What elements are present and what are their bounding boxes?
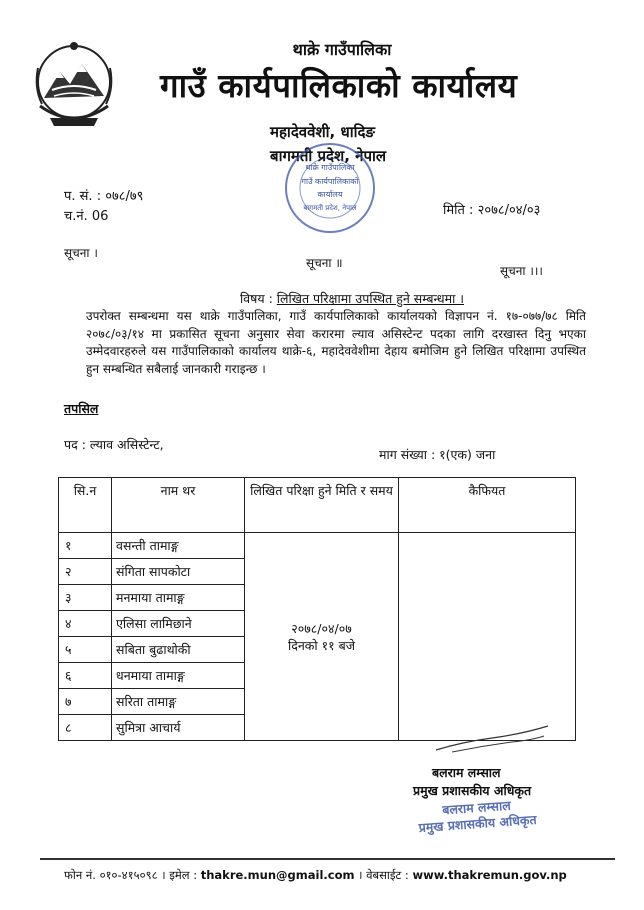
header-remarks: कैफियत [399, 478, 576, 533]
footer-web-label: । वेबसाईट : [358, 868, 409, 882]
row-name: संगिता सापकोटा [112, 559, 245, 585]
footer-contact [64, 868, 567, 883]
row-sn: ६ [59, 663, 112, 689]
signatory-name: बलराम लम्साल [432, 765, 501, 780]
candidate-table [58, 477, 576, 741]
footer-email-label: इमेल : [169, 868, 198, 882]
document-date: मिति : २०७८/०४/०३ [443, 203, 541, 218]
stamp-line: गाउँ कार्यपालिकाको [301, 177, 359, 186]
stamp-name: बलराम लम्साल [441, 797, 512, 818]
demand-count: माग संख्या : १(एक) जना [379, 447, 496, 462]
signatory-title: प्रमुख प्रशासकीय अधिकृत [413, 783, 532, 798]
row-name: सुमित्रा आचार्य [112, 715, 245, 741]
address-line-2: बागमती प्रदेश, नेपाल [270, 147, 387, 165]
details-heading: तपसिल [64, 401, 99, 416]
row-name: मनमाया तामाङ्ग [112, 585, 245, 611]
row-name: वसन्ती तामाङ्ग [112, 533, 245, 559]
footer-divider [40, 858, 615, 860]
row-sn: २ [59, 559, 112, 585]
row-name: धनमाया तामाङ्ग [112, 663, 245, 689]
signatory-stamp [417, 796, 537, 836]
exam-time: दिनको ११ बजे [287, 637, 355, 653]
stamp-line: कार्यालय [317, 190, 343, 199]
footer-email[interactable]: thakre.mun@gmail.com [200, 868, 355, 882]
row-sn: ५ [59, 637, 112, 663]
row-sn: ४ [59, 611, 112, 637]
office-stamp [282, 140, 378, 236]
office-title: गाउँ कार्यपालिकाको कार्यालय [160, 66, 518, 105]
row-sn: ३ [59, 585, 112, 611]
signature-scribble [432, 720, 552, 760]
footer-website[interactable]: www.thakremun.gov.np [412, 868, 567, 882]
row-sn: ७ [59, 689, 112, 715]
dispatch-number: च.नं. 06 [64, 209, 109, 224]
notice-label-2: सूचना ॥ [306, 256, 343, 270]
row-sn: ८ [59, 715, 112, 741]
header-name: नाम थर [112, 478, 245, 533]
subject-prefix: विषय : [239, 291, 277, 306]
header-sn: सि.न [59, 478, 112, 533]
row-sn: १ [59, 533, 112, 559]
subject-line [0, 290, 644, 307]
exam-date: २०७८/०४/०७ [291, 620, 352, 636]
remarks-cell [399, 533, 576, 741]
subject-text: लिखित परिक्षामा उपस्थित हुने सम्बन्धमा । [276, 291, 465, 306]
stamp-line: बागमती प्रदेश, नेपाल [303, 204, 357, 212]
row-name: सरिता तामाङ्ग [112, 689, 245, 715]
exam-datetime-cell [245, 533, 399, 741]
notice-body: उपरोक्त सम्बन्धमा यस थाक्रे गाउँपालिका, गाउँ कार्यपालिकाको कार्यालयको विज्ञापन नं. १७-०७७/७८ मिति २०७८/०३/१४ मा प्रकासित सूचना अनुसार सेवा करारमा ल्याव असिस्टेन्ट पदका लागि दरखास्त दिनु भएका उम्मेदवारहरुले यस गाउँपालिकाको कार्यालय थाक्रे-६, महादेववेशीमा देहाय बमोजिम हुने लिखित परिक्षामा उपस्थित हुन सम्बन्धित सबैलाई जानकारी गराइन्छ । [86, 309, 586, 376]
municipality-name: थाक्रे गाउँपालिका [292, 40, 392, 59]
header-exam-datetime: लिखित परिक्षा हुने मिति र समय [245, 478, 399, 533]
row-name: एलिसा लामिछाने [112, 611, 245, 637]
notice-label-1: सूचना । [64, 246, 98, 260]
stamp-line: थाक्रे गाउँपालिका [305, 163, 355, 172]
address-line-1: महादेववेशी, धादिङ [270, 123, 375, 141]
stamp-title: प्रमुख प्रशासकीय अधिकृत [418, 811, 538, 836]
footer-phone: फोन नं. ०१०-४१५०९८ । [64, 868, 166, 882]
notice-label-3: सूचना ।।। [500, 264, 543, 278]
reference-number: प. सं. : ०७८/७९ [64, 189, 144, 204]
post-title: पद : ल्याव असिस्टेन्ट, [64, 437, 164, 452]
table-header-row [59, 478, 576, 533]
row-name: सबिता बुढाथोकी [112, 637, 245, 663]
table-row [59, 533, 576, 559]
